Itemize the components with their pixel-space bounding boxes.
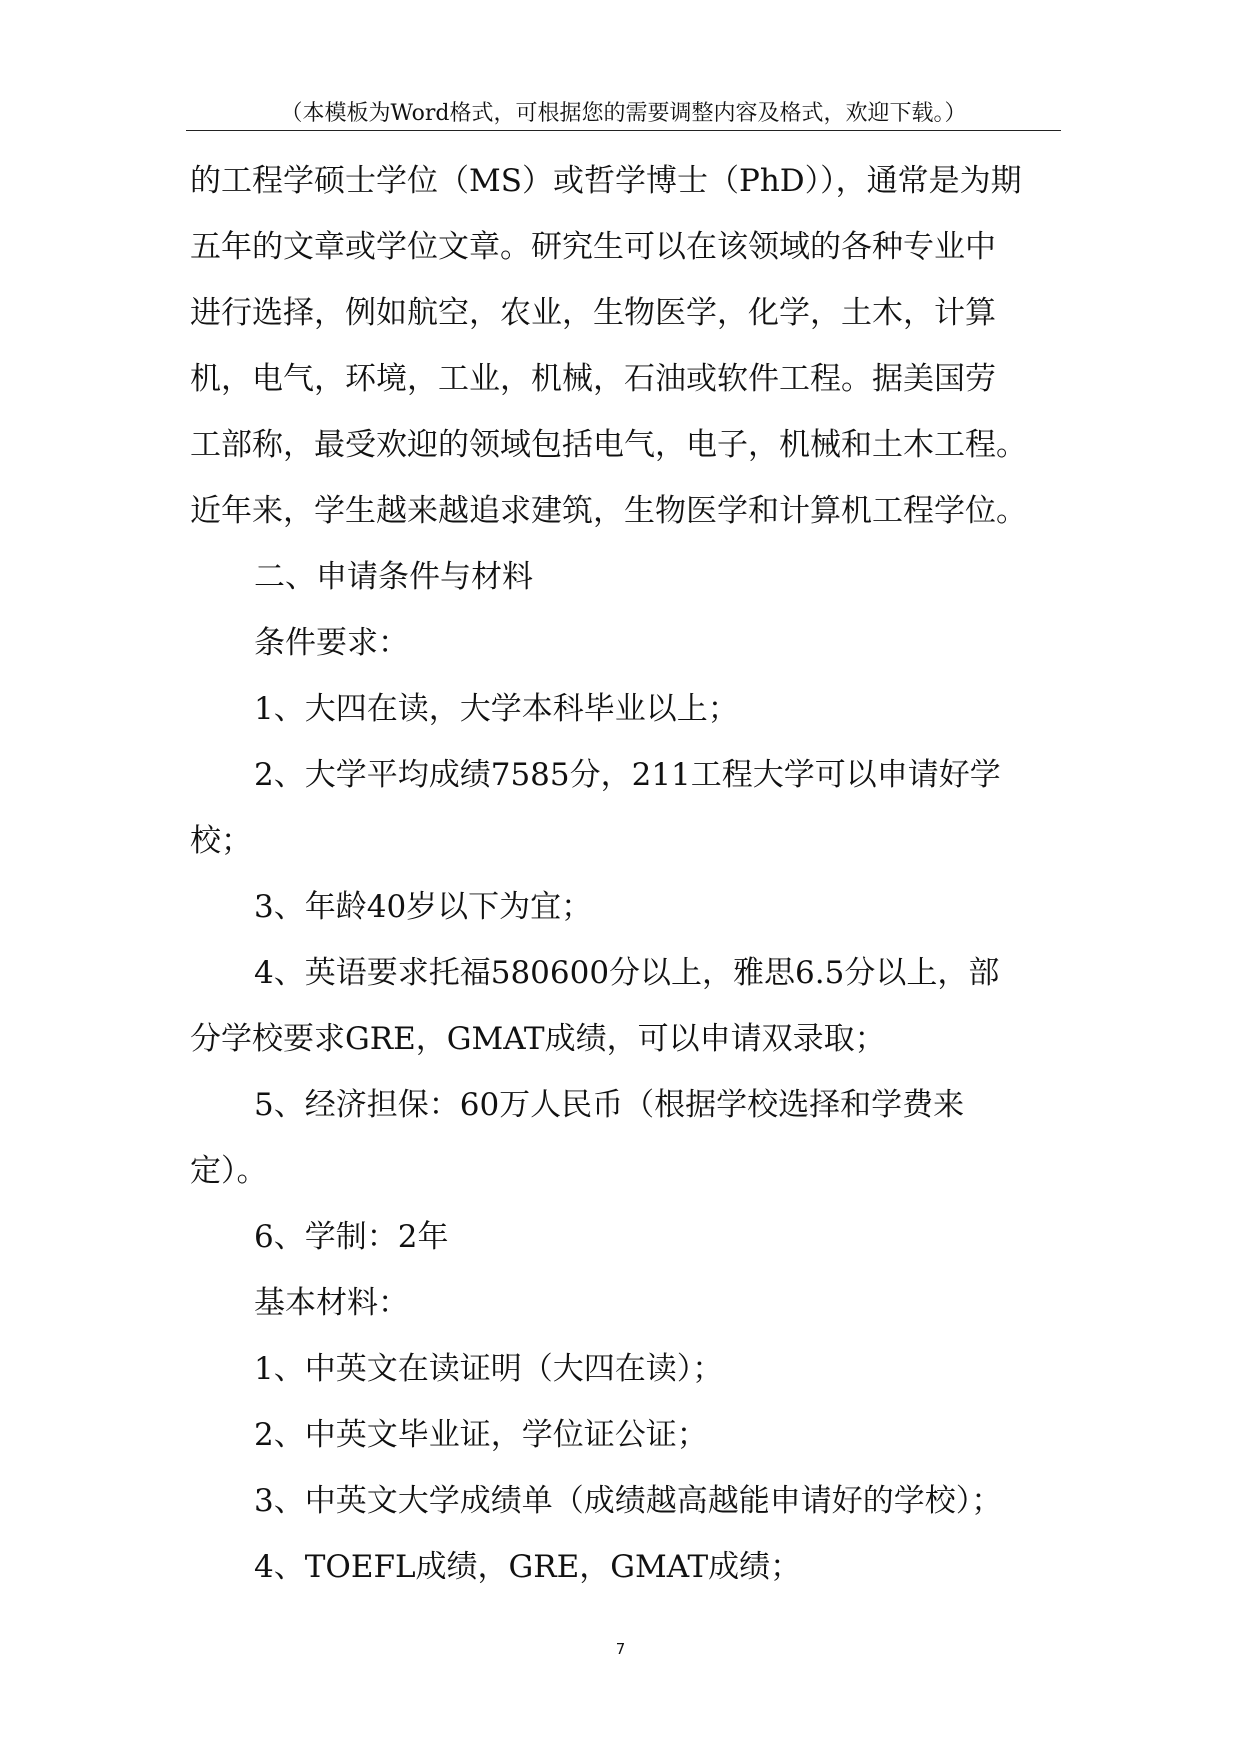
list-item: 2、中英文毕业证，学位证公证； (254, 1417, 708, 1453)
document-body (190, 148, 1070, 1600)
paragraph-line: 工部称，最受欢迎的领域包括电气，电子，机械和土木工程。 (190, 427, 1027, 463)
subheading-materials: 基本材料： (254, 1285, 409, 1321)
list-item: 6、学制：2年 (254, 1219, 449, 1255)
page-header: （本模板为Word格式，可根据您的需要调整内容及格式，欢迎下载。） (280, 101, 967, 126)
list-item: 3、中英文大学成绩单（成绩越高越能申请好的学校）； (254, 1483, 1003, 1519)
section-heading: 二、申请条件与材料 (254, 559, 533, 595)
subheading-requirements: 条件要求： (254, 625, 409, 661)
list-item: 1、中英文在读证明（大四在读）； (254, 1351, 724, 1387)
list-item: 5、经济担保：60万人民币（根据学校选择和学费来 (254, 1087, 965, 1123)
page-number: 7 (615, 1640, 626, 1658)
list-item: 3、年龄40岁以下为宜； (254, 889, 593, 925)
list-item-continuation: 分学校要求GRE，GMAT成绩，可以申请双录取； (190, 1021, 886, 1057)
paragraph-line: 五年的文章或学位文章。研究生可以在该领域的各种专业中 (190, 229, 996, 265)
list-item: 1、大四在读，大学本科毕业以上； (254, 691, 739, 727)
paragraph-line: 机，电气，环境，工业，机械，石油或软件工程。据美国劳 (190, 361, 996, 397)
list-item-continuation: 定）。 (190, 1153, 268, 1189)
list-item: 4、TOEFL成绩，GRE，GMAT成绩； (254, 1549, 802, 1585)
list-item: 2、大学平均成绩7585分，211工程大学可以申请好学 (254, 757, 1001, 793)
paragraph-line: 的工程学硕士学位（MS）或哲学博士（PhD）），通常是为期 (190, 163, 1022, 199)
paragraph-line: 近年来，学生越来越追求建筑，生物医学和计算机工程学位。 (190, 493, 1027, 529)
header-divider (186, 130, 1061, 131)
paragraph-line: 进行选择，例如航空，农业，生物医学，化学，土木，计算 (190, 295, 996, 331)
list-item: 4、英语要求托福580600分以上，雅思6.5分以上，部 (254, 955, 1000, 991)
list-item-continuation: 校； (190, 823, 252, 859)
